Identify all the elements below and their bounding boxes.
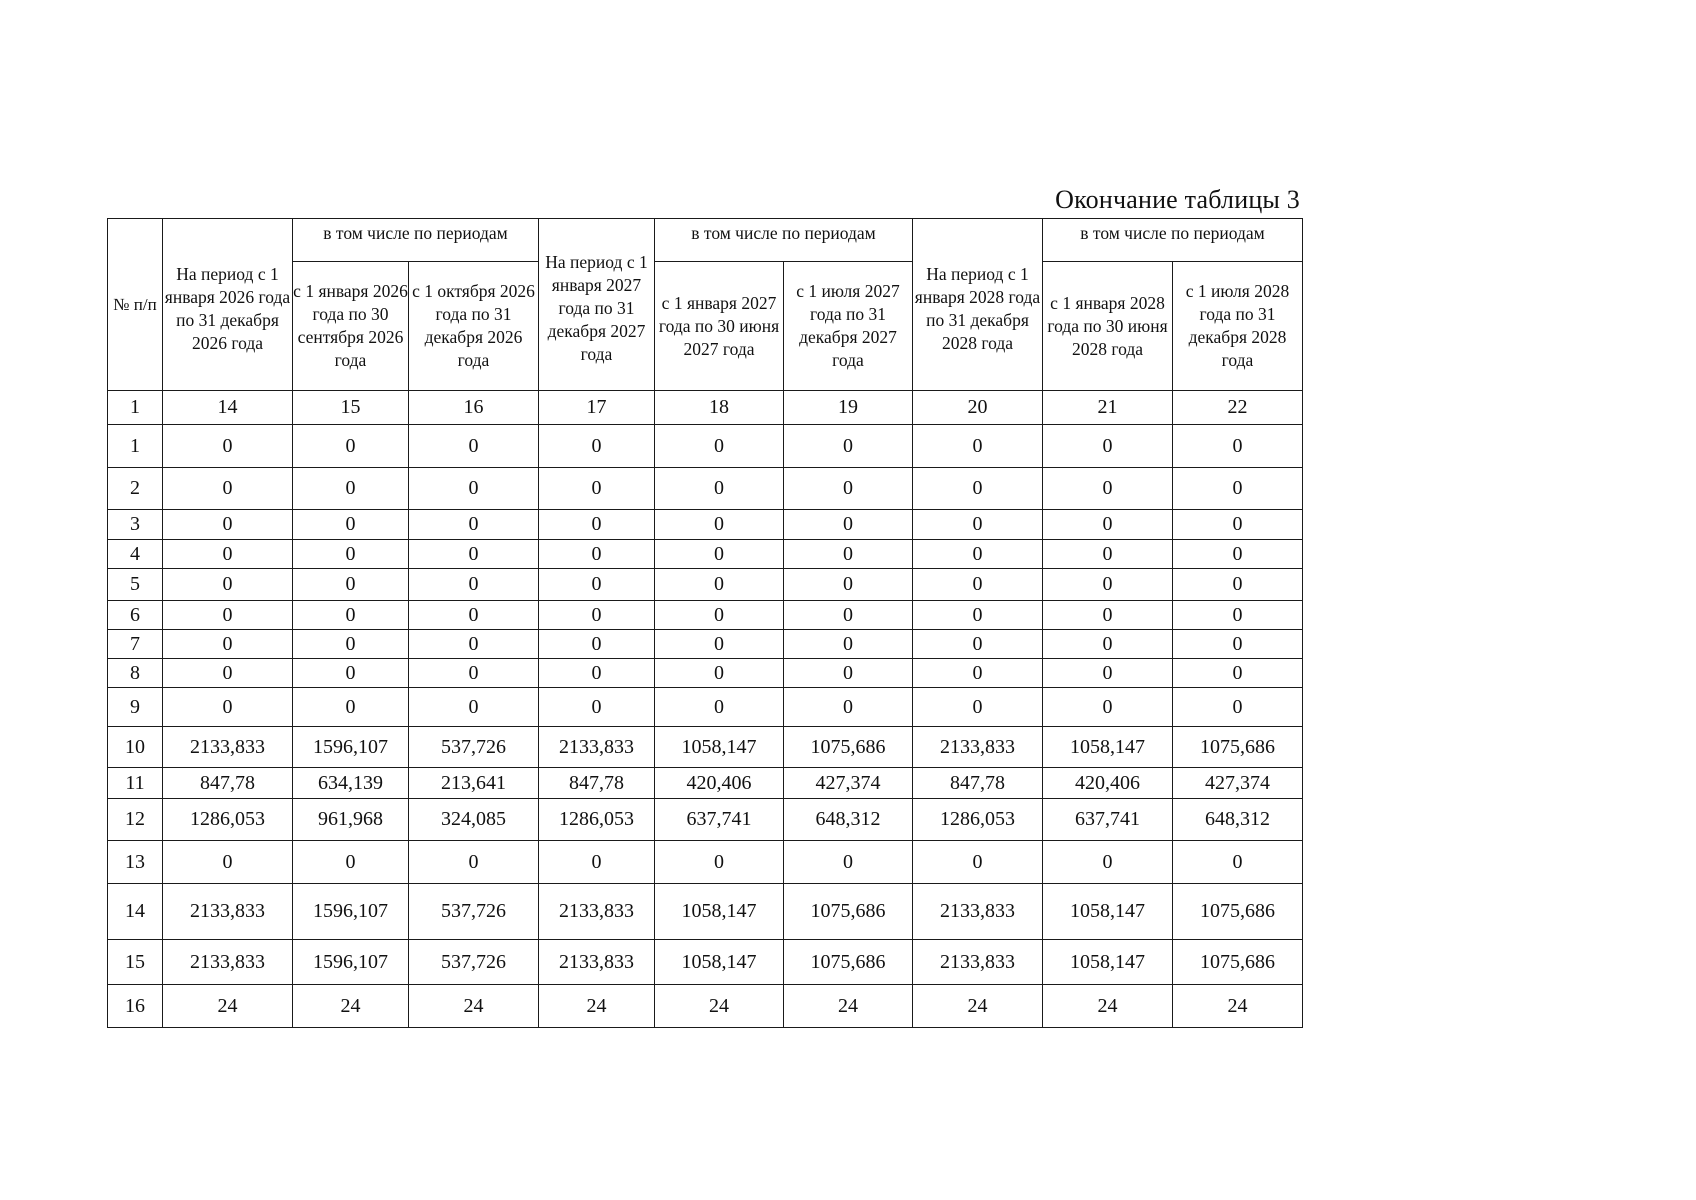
row-number-cell: 11 <box>108 768 163 799</box>
column-number-cell: 22 <box>1173 391 1303 425</box>
table-cell: 637,741 <box>655 799 784 841</box>
table-cell: 1075,686 <box>784 884 913 940</box>
table-cell: 0 <box>1173 688 1303 727</box>
table-cell: 0 <box>293 841 409 884</box>
table-cell: 0 <box>1043 601 1173 630</box>
table-cell: 0 <box>293 468 409 510</box>
table-cell: 0 <box>409 601 539 630</box>
table-cell: 0 <box>913 630 1043 659</box>
table-row <box>108 727 1303 768</box>
header-col21: с 1 января 2028 года по 30 июня 2028 года <box>1043 262 1173 391</box>
row-number-cell: 1 <box>108 425 163 468</box>
table-cell: 2133,833 <box>539 727 655 768</box>
table-cell: 0 <box>539 569 655 601</box>
table-cell: 0 <box>913 425 1043 468</box>
table-cell: 0 <box>293 688 409 727</box>
table-cell: 0 <box>293 540 409 569</box>
table-cell: 1058,147 <box>655 727 784 768</box>
table-cell: 0 <box>539 841 655 884</box>
table-cell: 1075,686 <box>784 727 913 768</box>
table-cell: 847,78 <box>913 768 1043 799</box>
row-number-cell: 3 <box>108 510 163 540</box>
header-row-top <box>108 219 1303 262</box>
table-cell: 2133,833 <box>163 884 293 940</box>
header-group-2028: в том числе по периодам <box>1043 219 1303 262</box>
table-cell: 1075,686 <box>1173 940 1303 985</box>
table-cell: 0 <box>1043 569 1173 601</box>
header-col19: с 1 июля 2027 года по 31 декабря 2027 года <box>784 262 913 391</box>
row-number-cell: 13 <box>108 841 163 884</box>
table-cell: 0 <box>1173 601 1303 630</box>
column-number-cell: 15 <box>293 391 409 425</box>
table-cell: 0 <box>293 569 409 601</box>
table-cell: 0 <box>539 468 655 510</box>
table-cell: 537,726 <box>409 727 539 768</box>
table-cell: 0 <box>913 601 1043 630</box>
header-col22: с 1 июля 2028 года по 31 декабря 2028 года <box>1173 262 1303 391</box>
table-cell: 0 <box>913 659 1043 688</box>
table-cell: 24 <box>293 985 409 1028</box>
table-cell: 0 <box>655 659 784 688</box>
table-row <box>108 884 1303 940</box>
table-cell: 0 <box>784 510 913 540</box>
table-cell: 0 <box>163 688 293 727</box>
header-col17: На период с 1 января 2027 года по 31 декабря 2027 года <box>539 219 655 391</box>
table-row <box>108 799 1303 841</box>
table-cell: 0 <box>163 659 293 688</box>
table-cell: 0 <box>539 630 655 659</box>
table-cell: 24 <box>784 985 913 1028</box>
table-cell: 0 <box>1173 841 1303 884</box>
table-cell: 0 <box>655 468 784 510</box>
table-cell: 0 <box>1173 425 1303 468</box>
table-cell: 0 <box>784 468 913 510</box>
table-cell: 2133,833 <box>539 940 655 985</box>
header-col18: с 1 января 2027 года по 30 июня 2027 года <box>655 262 784 391</box>
row-number-cell: 14 <box>108 884 163 940</box>
table-cell: 24 <box>1173 985 1303 1028</box>
table-cell: 427,374 <box>784 768 913 799</box>
table-cell: 1058,147 <box>1043 940 1173 985</box>
table-cell: 847,78 <box>163 768 293 799</box>
table-cell: 0 <box>409 688 539 727</box>
row-number-cell: 10 <box>108 727 163 768</box>
table-cell: 0 <box>1173 630 1303 659</box>
table-cell: 0 <box>655 569 784 601</box>
table-cell: 0 <box>913 569 1043 601</box>
table-cell: 0 <box>1173 510 1303 540</box>
table-cell: 1596,107 <box>293 727 409 768</box>
row-number-cell: 2 <box>108 468 163 510</box>
table-row <box>108 630 1303 659</box>
table-cell: 0 <box>163 841 293 884</box>
header-num: № п/п <box>108 219 163 391</box>
table-cell: 1075,686 <box>1173 727 1303 768</box>
table-cell: 634,139 <box>293 768 409 799</box>
table-cell: 0 <box>409 841 539 884</box>
table-cell: 961,968 <box>293 799 409 841</box>
table-cell: 0 <box>409 510 539 540</box>
table-cell: 0 <box>163 510 293 540</box>
table-cell: 0 <box>539 540 655 569</box>
table-cell: 0 <box>163 569 293 601</box>
table-cell: 0 <box>163 540 293 569</box>
table-cell: 1596,107 <box>293 940 409 985</box>
column-number-cell: 1 <box>108 391 163 425</box>
table-cell: 1075,686 <box>1173 884 1303 940</box>
table-body <box>108 391 1303 1028</box>
header-col15: с 1 января 2026 года по 30 сентября 2026 года <box>293 262 409 391</box>
table-row <box>108 659 1303 688</box>
table-cell: 1058,147 <box>1043 727 1173 768</box>
row-number-cell: 7 <box>108 630 163 659</box>
table-cell: 0 <box>539 601 655 630</box>
table-cell: 1286,053 <box>539 799 655 841</box>
table-cell: 1058,147 <box>1043 884 1173 940</box>
table-cell: 0 <box>655 425 784 468</box>
row-number-cell: 5 <box>108 569 163 601</box>
table-cell: 0 <box>409 630 539 659</box>
table-cell: 0 <box>1043 425 1173 468</box>
table-cell: 1286,053 <box>913 799 1043 841</box>
header-group-2026: в том числе по периодам <box>293 219 539 262</box>
table-cell: 0 <box>409 659 539 688</box>
table-cell: 0 <box>784 659 913 688</box>
column-number-cell: 14 <box>163 391 293 425</box>
table-cell: 420,406 <box>1043 768 1173 799</box>
table-cell: 2133,833 <box>913 727 1043 768</box>
header-col14: На период с 1 января 2026 года по 31 декабря 2026 года <box>163 219 293 391</box>
table-row <box>108 940 1303 985</box>
table-cell: 213,641 <box>409 768 539 799</box>
table-cell: 637,741 <box>1043 799 1173 841</box>
table-cell: 0 <box>163 468 293 510</box>
table-cell: 2133,833 <box>163 727 293 768</box>
table-cell: 24 <box>539 985 655 1028</box>
table-cell: 0 <box>655 841 784 884</box>
table-row <box>108 601 1303 630</box>
table-cell: 0 <box>1173 659 1303 688</box>
table-cell: 537,726 <box>409 884 539 940</box>
row-number-cell: 15 <box>108 940 163 985</box>
table-row <box>108 841 1303 884</box>
row-number-cell: 8 <box>108 659 163 688</box>
table-cell: 1058,147 <box>655 940 784 985</box>
table-cell: 2133,833 <box>913 940 1043 985</box>
table-row <box>108 688 1303 727</box>
table-cell: 0 <box>1043 630 1173 659</box>
table-cell: 0 <box>913 510 1043 540</box>
table-cell: 0 <box>163 601 293 630</box>
table-cell: 0 <box>293 425 409 468</box>
table-cell: 0 <box>409 425 539 468</box>
table-cell: 0 <box>1043 688 1173 727</box>
table-cell: 24 <box>163 985 293 1028</box>
column-number-cell: 16 <box>409 391 539 425</box>
column-number-cell: 18 <box>655 391 784 425</box>
table-cell: 0 <box>1173 569 1303 601</box>
table-cell: 0 <box>293 601 409 630</box>
table-cell: 0 <box>539 510 655 540</box>
table-cell: 0 <box>1173 468 1303 510</box>
table-cell: 0 <box>293 510 409 540</box>
table-cell: 0 <box>655 630 784 659</box>
table-cell: 0 <box>784 630 913 659</box>
table-cell: 847,78 <box>539 768 655 799</box>
table-row <box>108 425 1303 468</box>
header-group-2027: в том числе по периодам <box>655 219 913 262</box>
table-cell: 0 <box>655 688 784 727</box>
column-number-cell: 17 <box>539 391 655 425</box>
table-cell: 0 <box>163 425 293 468</box>
table-cell: 1075,686 <box>784 940 913 985</box>
data-table <box>107 218 1303 1028</box>
table-caption: Окончание таблицы 3 <box>1055 185 1300 214</box>
table-cell: 0 <box>1043 540 1173 569</box>
table-cell: 24 <box>655 985 784 1028</box>
header-col16: с 1 октября 2026 года по 31 декабря 2026 года <box>409 262 539 391</box>
table-cell: 0 <box>1043 510 1173 540</box>
table-cell: 0 <box>784 841 913 884</box>
table-cell: 0 <box>539 688 655 727</box>
table-cell: 1058,147 <box>655 884 784 940</box>
table-row <box>108 768 1303 799</box>
table-cell: 0 <box>1043 468 1173 510</box>
table-cell: 24 <box>409 985 539 1028</box>
table-cell: 427,374 <box>1173 768 1303 799</box>
table-cell: 24 <box>1043 985 1173 1028</box>
table-row <box>108 468 1303 510</box>
table-cell: 0 <box>655 540 784 569</box>
table-cell: 24 <box>913 985 1043 1028</box>
table-cell: 0 <box>655 601 784 630</box>
table-cell: 648,312 <box>784 799 913 841</box>
table-cell: 2133,833 <box>539 884 655 940</box>
table-cell: 324,085 <box>409 799 539 841</box>
table-cell: 0 <box>163 630 293 659</box>
table-cell: 0 <box>784 601 913 630</box>
table-cell: 0 <box>913 841 1043 884</box>
table-cell: 0 <box>409 569 539 601</box>
table-cell: 0 <box>539 659 655 688</box>
table-cell: 1286,053 <box>163 799 293 841</box>
table-cell: 0 <box>1043 841 1173 884</box>
table-cell: 537,726 <box>409 940 539 985</box>
table-cell: 0 <box>409 468 539 510</box>
table-cell: 0 <box>655 510 784 540</box>
table-cell: 0 <box>913 540 1043 569</box>
table-cell: 2133,833 <box>163 940 293 985</box>
row-number-cell: 12 <box>108 799 163 841</box>
row-number-cell: 6 <box>108 601 163 630</box>
table-cell: 0 <box>784 569 913 601</box>
table-row <box>108 569 1303 601</box>
table-cell: 0 <box>1043 659 1173 688</box>
table-cell: 0 <box>913 688 1043 727</box>
table-cell: 1596,107 <box>293 884 409 940</box>
column-number-row <box>108 391 1303 425</box>
row-number-cell: 4 <box>108 540 163 569</box>
column-number-cell: 21 <box>1043 391 1173 425</box>
row-number-cell: 9 <box>108 688 163 727</box>
column-number-cell: 19 <box>784 391 913 425</box>
table-cell: 0 <box>409 540 539 569</box>
table-cell: 0 <box>293 630 409 659</box>
table-cell: 0 <box>913 468 1043 510</box>
table-cell: 2133,833 <box>913 884 1043 940</box>
table-cell: 0 <box>784 688 913 727</box>
table-cell: 648,312 <box>1173 799 1303 841</box>
table-row <box>108 510 1303 540</box>
table-cell: 420,406 <box>655 768 784 799</box>
table-row <box>108 985 1303 1028</box>
table-cell: 0 <box>784 425 913 468</box>
row-number-cell: 16 <box>108 985 163 1028</box>
table-cell: 0 <box>1173 540 1303 569</box>
table-cell: 0 <box>784 540 913 569</box>
table-cell: 0 <box>293 659 409 688</box>
table-cell: 0 <box>539 425 655 468</box>
header-col20: На период с 1 января 2028 года по 31 декабря 2028 года <box>913 219 1043 391</box>
table-row <box>108 540 1303 569</box>
column-number-cell: 20 <box>913 391 1043 425</box>
